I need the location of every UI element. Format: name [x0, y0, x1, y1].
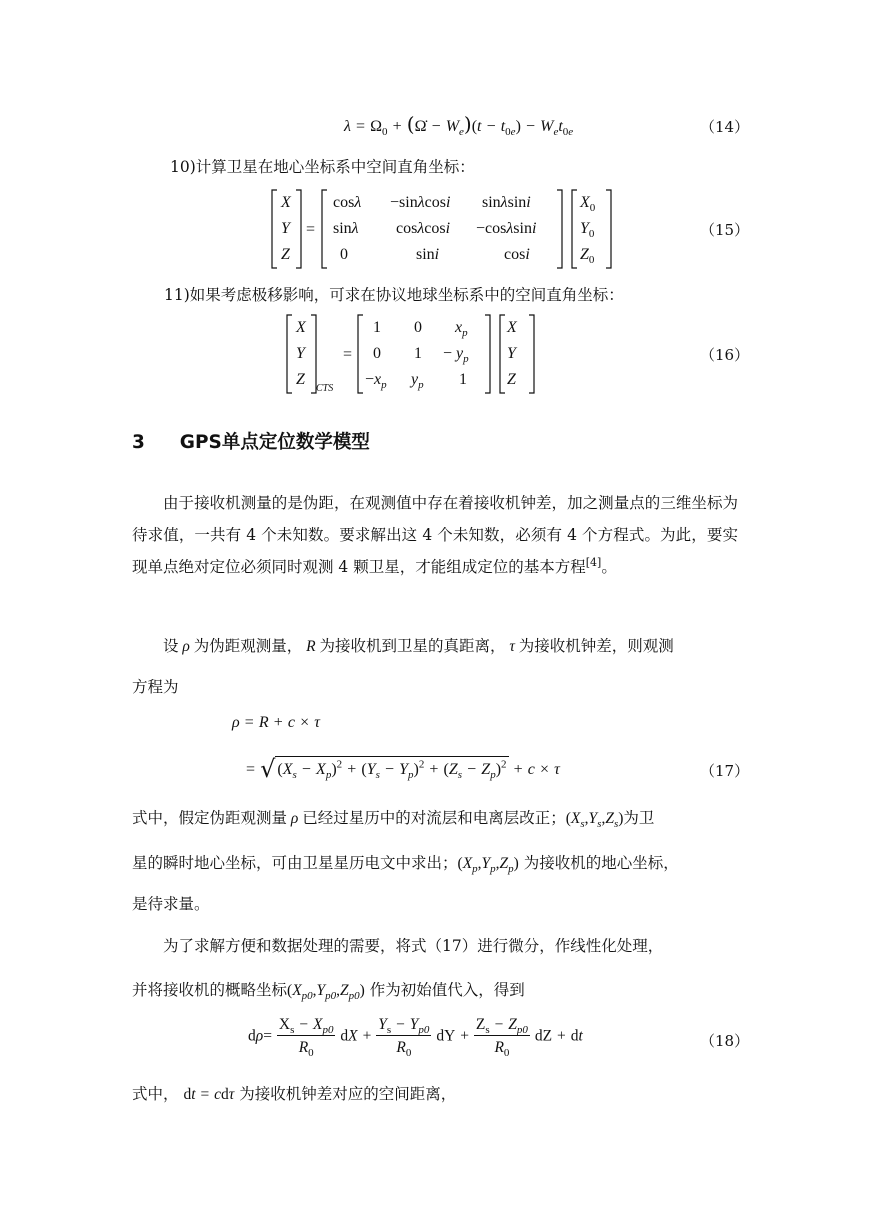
paragraph-2	[132, 626, 738, 707]
equation-16-matrices	[285, 313, 541, 397]
paragraph-3: 式中，假定伪距观测量 ρ 已经过星历中的对流层和电离层改正；$(X_s,Y_s,Z_s)$为卫 星的瞬时地心坐标，可由卫星星历电文中求出；$(X_p,Y_p,Z_p)$ 为接收机的地心坐标， 是待求量。	[132, 809, 679, 913]
equation-number-16: （16）	[700, 346, 750, 364]
svg-text:−cosλsini: −cosλsini	[476, 220, 537, 237]
svg-text:0: 0	[373, 345, 381, 362]
para4-b: 并将接收机的概略坐标	[132, 981, 288, 999]
para5-b: 为接收机钟差对应的空间距离，	[239, 1085, 457, 1103]
para2-c: 为接收机到卫星的真距离，	[319, 637, 506, 655]
para5-a: 式中，	[132, 1085, 179, 1103]
svg-text:sini: sini	[416, 246, 440, 263]
svg-text:X: X	[507, 319, 517, 336]
paragraph-4: 为了求解方便和数据处理的需要，将式（17）进行微分，作线性化处理， 并将接收机的概略坐标$(X_{p0},Y_{p0},Z_{p0})$ 作为初始值代入，得到	[132, 924, 738, 1013]
para2-d: 为接收机钟差，则观测	[518, 637, 674, 655]
citation-ref: [4]	[585, 555, 602, 569]
svg-text:=: =	[306, 221, 316, 238]
equation-number-15: （15）	[700, 221, 750, 239]
svg-text:cosλcosi: cosλcosi	[396, 220, 451, 237]
para3-d: 星的瞬时地心坐标，可由卫星星历电文中求出；	[132, 854, 458, 872]
equation-17-line-2: = √ $(X_s - X_p)^2 + (Y_s - Y_p)^2 + (Z_s - Z_p)^2 + c \times \tau$	[246, 755, 560, 783]
svg-text:1: 1	[414, 345, 422, 362]
svg-text:sinλ: sinλ	[333, 220, 359, 237]
paragraph-5: 式中， dt = cdτ 为接收机钟差对应的空间距离，	[132, 1085, 457, 1103]
para3-e: 为接收机的地心坐标，	[523, 854, 679, 872]
equation-18: dρ= $\frac{X_s - X_{p0}}{R_0}$ dX + $\frac{Y_s - Y_{p0}}{R_0}$ dY + $\frac{Z_s - Z_{p0}}{R_0}$ dZ + dt	[248, 1016, 583, 1060]
para2-b: 为伪距观测量，	[193, 637, 303, 655]
svg-text:Y: Y	[281, 220, 290, 237]
svg-text:yp: $y_p$	[411, 371, 424, 391]
equation-number-17: （17）	[700, 762, 750, 780]
svg-text:1: 1	[459, 371, 467, 388]
para3-b: 已经过星历中的对流层和电离层改正；	[302, 809, 566, 827]
svg-text:Y0: $Y_0$	[580, 220, 595, 240]
paragraph-1	[132, 487, 738, 583]
equation-15	[270, 188, 622, 274]
svg-text:=: =	[343, 346, 353, 363]
para2-e: 方程为	[132, 678, 179, 696]
para4-c: 作为初始值代入，得到	[369, 981, 525, 999]
svg-text:0: 0	[414, 319, 422, 336]
svg-text:Z: Z	[507, 371, 516, 388]
step-10-text: 10)计算卫星在地心坐标系中空间直角坐标：	[170, 158, 475, 176]
paragraph-1-text: 由于接收机测量的是伪距，在观测值中存在着接收机钟差，加之测量点的三维坐标为待求值，一共有 4 个未知数。要求解出这 4 个未知数，必须有 4 个方程式。为此，要实现单点绝对定位必须同时观测 4 颗卫星，才能组成定位的基本方程	[132, 494, 738, 576]
svg-text:X: X	[296, 319, 306, 336]
equation-15-matrices	[270, 188, 622, 270]
equation-number-18: （18）	[700, 1032, 750, 1050]
svg-text:−xp: $-x_p$	[365, 371, 387, 391]
svg-text:CTS: CTS	[316, 383, 334, 394]
para3-f: 是待求量。	[132, 895, 210, 913]
svg-text:1: 1	[373, 319, 381, 336]
section-title: GPS单点定位数学模型	[179, 432, 370, 453]
svg-text:X0: $X_0$	[580, 194, 596, 214]
para4-a: 为了求解方便和数据处理的需要，将式（17）进行微分，作线性化处理，	[163, 937, 664, 955]
svg-text:X: X	[281, 194, 291, 211]
svg-text:sinλsini: sinλsini	[482, 194, 531, 211]
svg-text:Z: Z	[296, 371, 305, 388]
equation-17-line-1: ρ = R + c × τ	[232, 714, 320, 731]
svg-text:Z0: $Z_0$	[580, 246, 595, 266]
equation-number-14: （14）	[700, 118, 750, 136]
step-11-text: 11)如果考虑极移影响，可求在协议地球坐标系中的空间直角坐标：	[164, 286, 624, 304]
svg-text:xp: $x_p$	[455, 319, 468, 339]
paragraph-1-end: 。	[601, 558, 617, 576]
svg-text:− yp: − $y_p$	[443, 345, 469, 365]
para3-a: 式中，假定伪距观测量	[132, 809, 288, 827]
svg-text:Z: Z	[281, 246, 290, 263]
para3-c: 为卫	[623, 809, 655, 827]
rho-symbol: ρ	[178, 638, 194, 655]
equation-14: $\lambda = \Omega_0$ + (Ω̇ − $W_e)(t - t_{0e}) - W_et_{0e}$	[344, 112, 574, 139]
svg-text:cosλ: cosλ	[333, 194, 362, 211]
section-heading	[132, 428, 370, 454]
svg-text:0: 0	[340, 246, 348, 263]
para2-a: 设	[163, 637, 179, 655]
svg-text:Y: Y	[507, 345, 516, 362]
svg-text:Y: Y	[296, 345, 305, 362]
tau-symbol: τ	[505, 638, 519, 655]
equation-16	[285, 313, 541, 401]
svg-text:−sinλcosi: −sinλcosi	[390, 194, 451, 211]
svg-text:cosi: cosi	[504, 246, 530, 263]
section-number: 3	[132, 432, 145, 453]
R-symbol: R	[302, 638, 320, 655]
